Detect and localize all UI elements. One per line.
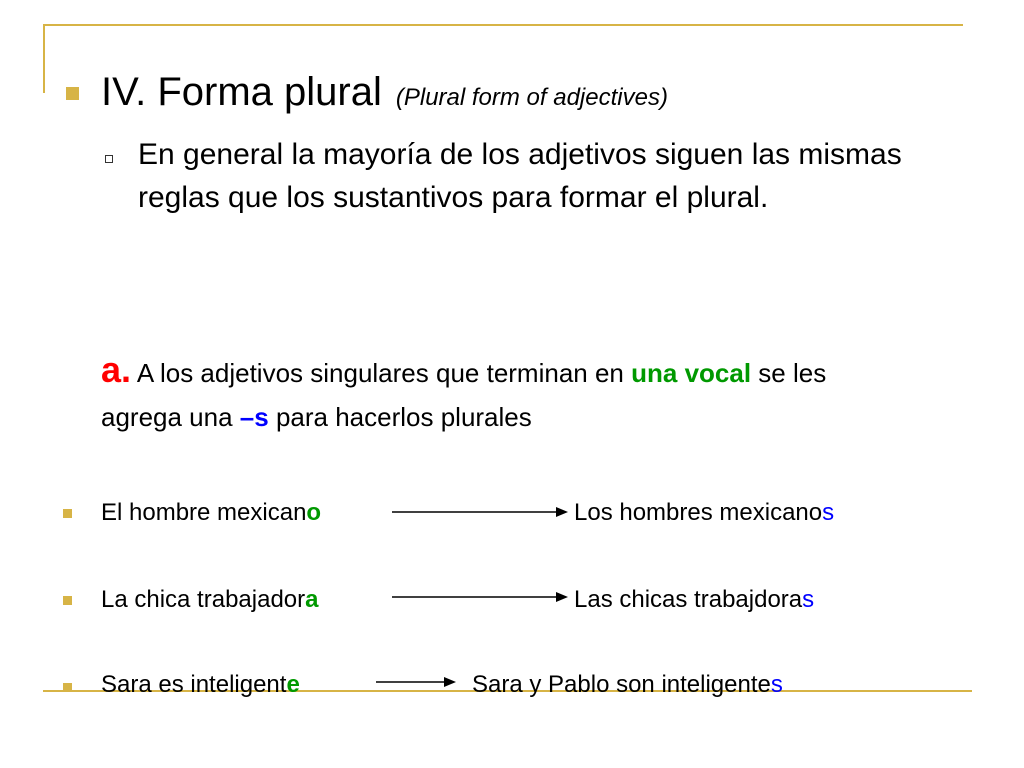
- plural-ending: s: [802, 586, 815, 613]
- arrow-right-icon: [392, 505, 568, 519]
- rule-a-highlight-s: –s: [239, 402, 269, 432]
- rule-a-text-1: A los adjetivos singulares que terminan en: [131, 358, 632, 388]
- plural-stem: Sara y Pablo son inteligente: [472, 671, 771, 698]
- rule-a-text-2: se les agrega una: [101, 358, 827, 432]
- rule-a-highlight-vowel: una vocal: [631, 358, 752, 388]
- example-plural: [574, 586, 814, 614]
- rule-a-paragraph: [101, 348, 901, 439]
- title-subtitle: (Plural form of adjectives): [395, 84, 668, 111]
- title-bullet-icon: [66, 87, 79, 100]
- rule-a-text-3: para hacerlos plurales: [268, 402, 532, 432]
- arrow-right-icon: [376, 675, 456, 689]
- general-rule-text: En general la mayoría de los adjetivos siguen las mismas reglas que los sustantivos para formar el plural.: [138, 138, 902, 214]
- title-main-text: IV. Forma plural: [101, 70, 382, 114]
- arrow-right-icon: [392, 590, 568, 604]
- frame-left-line: [43, 24, 45, 93]
- example-bullet-icon: [63, 509, 72, 518]
- example-plural: [472, 671, 783, 699]
- slide-title: [101, 68, 668, 116]
- plural-ending: s: [822, 499, 835, 526]
- plural-ending: s: [770, 671, 783, 698]
- example-bullet-icon: [63, 683, 72, 692]
- singular-ending: a: [305, 586, 319, 613]
- example-singular: [101, 586, 319, 614]
- example-singular: [101, 499, 321, 527]
- singular-stem: Sara es inteligent: [101, 671, 287, 698]
- plural-stem: Los hombres mexicano: [574, 499, 823, 526]
- example-bullet-icon: [63, 596, 72, 605]
- frame-top-line: [43, 24, 963, 26]
- hollow-square-bullet-icon: [105, 155, 113, 163]
- plural-stem: Las chicas trabajdora: [574, 586, 803, 613]
- rule-a-letter: a.: [101, 349, 132, 390]
- singular-stem: La chica trabajador: [101, 586, 306, 613]
- singular-ending: o: [306, 499, 322, 526]
- singular-ending: e: [286, 671, 300, 698]
- example-singular: [101, 671, 300, 699]
- singular-stem: El hombre mexican: [101, 499, 307, 526]
- example-plural: [574, 499, 834, 527]
